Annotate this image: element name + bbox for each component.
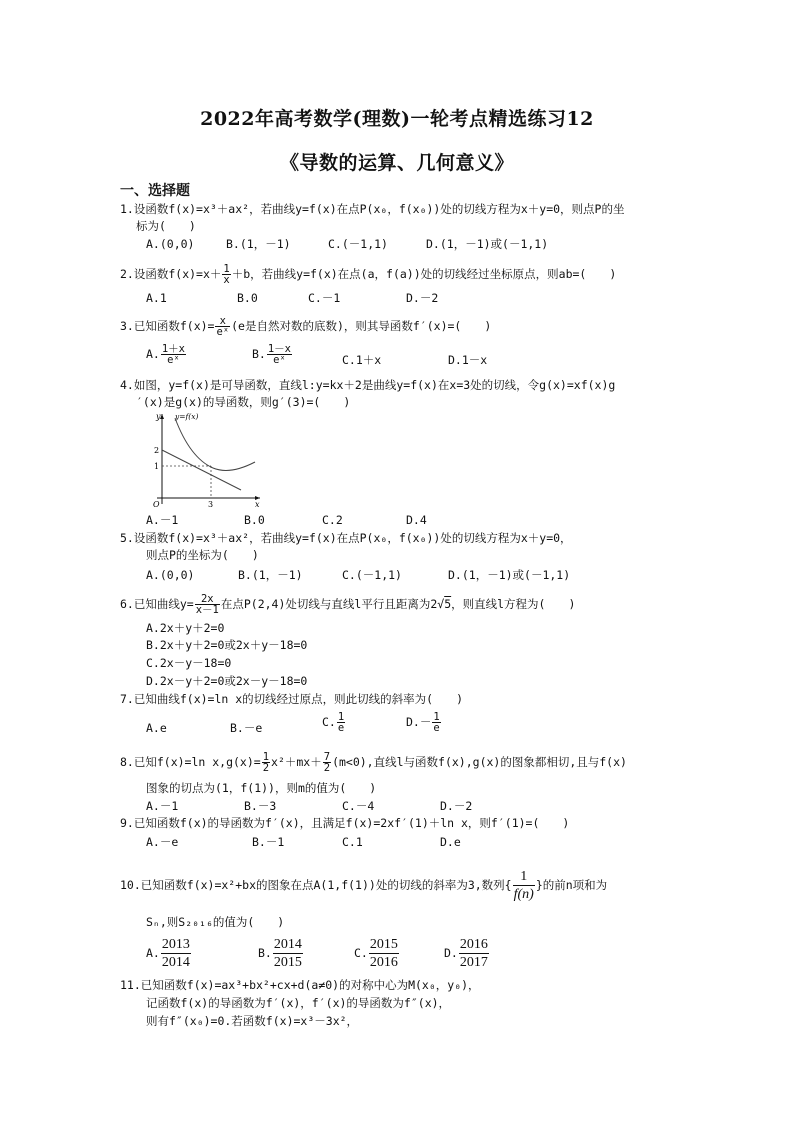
q10-stem-cont: Sₙ,则S₂₀₁₆的值为( ) — [146, 915, 285, 929]
q10-option-b — [258, 936, 304, 971]
q10-b-den: 2015 — [273, 955, 302, 970]
q2-frac-den: x — [223, 274, 230, 286]
q2-option-d: D.－2 — [406, 291, 439, 305]
doc-subtitle: 《导数的运算、几何意义》 — [279, 152, 514, 174]
q11-stem: 11.已知函数f(x)=ax³+bx²+cx+d(a≠0)的对称中心为M(x₀，y₀)， — [120, 978, 480, 992]
q9-option-c: C.1 — [342, 835, 363, 849]
q4-option-a: A.－1 — [146, 513, 179, 527]
q10-a-den: 2014 — [161, 955, 190, 970]
q8-option-a: A.－1 — [146, 799, 179, 813]
q3-stem-pre: 3.已知函数f(x)= — [120, 319, 215, 333]
q4-option-c: C.2 — [322, 513, 343, 527]
q6-stem-pre: 6.已知曲线y= — [120, 597, 194, 611]
q3-option-d: D.1－x — [448, 353, 488, 367]
q4-stem: 4.如图，y=f(x)是可导函数，直线l:y=kx＋2是曲线y=f(x)在x=3处的切线，令g(x)=xf(x)g — [120, 378, 616, 392]
y-tick-2: 2 — [154, 446, 160, 455]
origin-label: O — [153, 500, 160, 509]
q5-option-b: B.(1，－1) — [238, 568, 303, 582]
q6-stem-post: ，则直线l方程为( ) — [451, 597, 576, 611]
x-axis-label: x — [255, 500, 260, 509]
q3-frac-num: x — [215, 316, 230, 327]
q8-frac1-den: 2 — [262, 762, 270, 774]
q8-stem-post: (m<0),直线l与函数f(x),g(x)的图象都相切,且与f(x) — [332, 755, 627, 769]
q2-option-b: B.0 — [237, 291, 258, 305]
q7-c-den: e — [337, 722, 345, 734]
q10-d-label: D. — [444, 946, 458, 960]
q4-function-graph — [145, 410, 265, 510]
y-axis-label: y — [156, 412, 161, 421]
q10-frac-num: 1 — [513, 868, 535, 886]
q3-b-label: B. — [252, 347, 266, 361]
q1-stem: 1.设函数f(x)=x³＋ax²，若曲线y=f(x)在点P(x₀，f(x₀))处的切线方程为x＋y=0，则点P的坐 — [120, 202, 625, 216]
q6-sqrt-value: 5 — [444, 597, 452, 611]
q10-d-den: 2017 — [459, 955, 488, 970]
q1-option-d: D.(1，－1)或(－1,1) — [426, 237, 549, 251]
q10-c-fraction — [369, 936, 399, 971]
q7-option-d — [406, 712, 442, 733]
q10-c-den: 2016 — [369, 955, 398, 970]
q1-option-a: A.(0,0) — [146, 237, 195, 251]
q6-fraction — [195, 594, 220, 615]
q1-option-b: B.(1，－1) — [226, 237, 291, 251]
q7-d-label: D.－ — [406, 715, 432, 729]
q2-stem-pre: 2.设函数f(x)=x＋ — [120, 267, 222, 281]
q4-option-d: D.4 — [406, 513, 427, 527]
q10-fraction — [513, 868, 535, 903]
q7-option-b: B.－e — [230, 721, 263, 735]
x-tick-3: 3 — [208, 500, 214, 509]
fx-label: y=f(x) — [175, 412, 199, 421]
q3-a-label: A. — [146, 347, 160, 361]
q9-option-b: B.－1 — [252, 835, 285, 849]
q7-stem: 7.已知曲线f(x)=ln x的切线经过原点，则此切线的斜率为( ) — [120, 692, 464, 706]
q7-c-num: 1 — [337, 711, 345, 723]
q3-stem-post: (e是自然对数的底数)，则其导函数f′(x)=( ) — [231, 319, 492, 333]
q4-option-b: B.0 — [244, 513, 265, 527]
q5-option-a: A.(0,0) — [146, 568, 195, 582]
q6-stem — [120, 594, 575, 615]
q7-c-fraction — [337, 712, 345, 733]
q2-frac-num: 1 — [223, 263, 230, 275]
q10-d-fraction — [459, 936, 489, 971]
q8-frac2-den: 2 — [323, 762, 331, 774]
q10-c-label: C. — [354, 946, 368, 960]
q6-option-a: A.2x＋y＋2=0 — [146, 621, 225, 635]
q3-b-fraction — [267, 344, 292, 365]
q10-a-fraction — [161, 936, 191, 971]
q8-stem — [120, 752, 627, 773]
q10-b-num: 2014 — [273, 937, 302, 952]
q7-c-label: C. — [322, 715, 336, 729]
q10-d-num: 2016 — [459, 937, 488, 952]
q6-frac-num: 2x — [195, 594, 220, 605]
q10-c-num: 2015 — [369, 937, 398, 952]
q2-fraction — [222, 264, 230, 285]
q11-stem-line2: 记函数f(x)的导函数为f′(x)，f′(x)的导函数为f″(x)， — [146, 996, 451, 1010]
q7-option-a: A.e — [146, 721, 167, 735]
q9-option-d: D.e — [440, 835, 461, 849]
y-axis-arrow-icon — [160, 414, 164, 419]
q3-a-fraction — [161, 344, 186, 365]
q10-b-fraction — [273, 936, 303, 971]
q8-fraction-1 — [262, 752, 270, 773]
q8-stem-mid: x²＋mx＋ — [271, 755, 322, 769]
q9-stem: 9.已知函数f(x)的导函数为f′(x)，且满足f(x)=2xf′(1)＋ln x，则f′(1)=( ) — [120, 816, 570, 830]
q8-option-c: C.－4 — [342, 799, 375, 813]
q4-stem-cont: ′(x)是g(x)的导函数，则g′(3)=( ) — [136, 395, 351, 409]
q8-option-b: B.－3 — [244, 799, 277, 813]
q10-option-c — [354, 936, 400, 971]
q7-option-c — [322, 712, 346, 733]
q3-a-num: 1＋x — [161, 343, 186, 355]
q3-a-den: eˣ — [167, 354, 180, 366]
q7-d-fraction — [432, 712, 440, 733]
q8-fraction-2 — [323, 752, 331, 773]
q5-stem: 5.设函数f(x)=x³＋ax²，若曲线y=f(x)在点P(x₀，f(x₀))处的切线方程为x＋y=0， — [120, 531, 572, 545]
q3-fraction — [215, 316, 230, 337]
q6-option-c: C.2x－y－18=0 — [146, 656, 232, 670]
q11-stem-line3: 则有f″(x₀)=0.若函数f(x)=x³－3x²， — [146, 1014, 359, 1028]
q3-stem — [120, 316, 491, 337]
section-heading: 一、选择题 — [120, 183, 190, 199]
q3-b-num: 1－x — [267, 343, 292, 355]
q6-stem-mid: 在点P(2,4)处切线与直线l平行且距离为2 — [220, 597, 438, 611]
doc-title: 2022年高考数学(理数)一轮考点精选练习12 — [200, 108, 594, 130]
q7-d-den: e — [433, 722, 440, 734]
q8-frac1-num: 1 — [262, 751, 270, 763]
q2-option-c: C.－1 — [308, 291, 341, 305]
q10-stem-pre: 10.已知函数f(x)=x²+bx的图象在点A(1,f(1))处的切线的斜率为3,数列{ — [120, 878, 512, 892]
q1-stem-cont: 标为( ) — [136, 219, 196, 233]
q8-frac2-num: 7 — [323, 751, 331, 763]
q10-a-num: 2013 — [161, 937, 190, 952]
q5-option-c: C.(－1,1) — [342, 568, 402, 582]
q10-b-label: B. — [258, 946, 272, 960]
q7-d-num: 1 — [433, 711, 440, 723]
q10-a-label: A. — [146, 946, 160, 960]
q8-stem-pre: 8.已知f(x)=ln x,g(x)= — [120, 755, 261, 769]
q3-option-b — [252, 344, 293, 365]
q1-option-c: C.(－1,1) — [328, 237, 388, 251]
q10-option-d — [444, 936, 490, 971]
q3-frac-den: eˣ — [216, 326, 230, 338]
q5-stem-cont: 则点P的坐标为( ) — [146, 548, 259, 562]
q6-frac-den: x－1 — [195, 604, 219, 616]
q10-stem — [120, 868, 607, 903]
q6-option-b: B.2x＋y＋2=0或2x＋y－18=0 — [146, 638, 308, 652]
q2-stem-post: ＋b，若曲线y=f(x)在点(a，f(a))处的切线经过坐标原点，则ab=( ) — [231, 267, 617, 281]
q9-option-a: A.－e — [146, 835, 179, 849]
q10-frac-den: f(n) — [513, 887, 534, 902]
q3-option-c: C.1＋x — [342, 353, 382, 367]
q5-option-d: D.(1，－1)或(－1,1) — [448, 568, 571, 582]
q2-stem — [120, 264, 616, 285]
sqrt-icon: √ — [437, 597, 445, 611]
q2-option-a: A.1 — [146, 291, 167, 305]
q6-option-d: D.2x－y＋2=0或2x－y－18=0 — [146, 674, 308, 688]
q8-stem-cont: 图象的切点为(1，f(1))，则m的值为( ) — [146, 781, 377, 795]
q3-option-a — [146, 344, 187, 365]
y-tick-1: 1 — [154, 462, 160, 471]
q8-option-d: D.－2 — [440, 799, 473, 813]
q3-b-den: eˣ — [273, 354, 286, 366]
q10-stem-post: }的前n项和为 — [535, 878, 608, 892]
q10-option-a — [146, 936, 192, 971]
